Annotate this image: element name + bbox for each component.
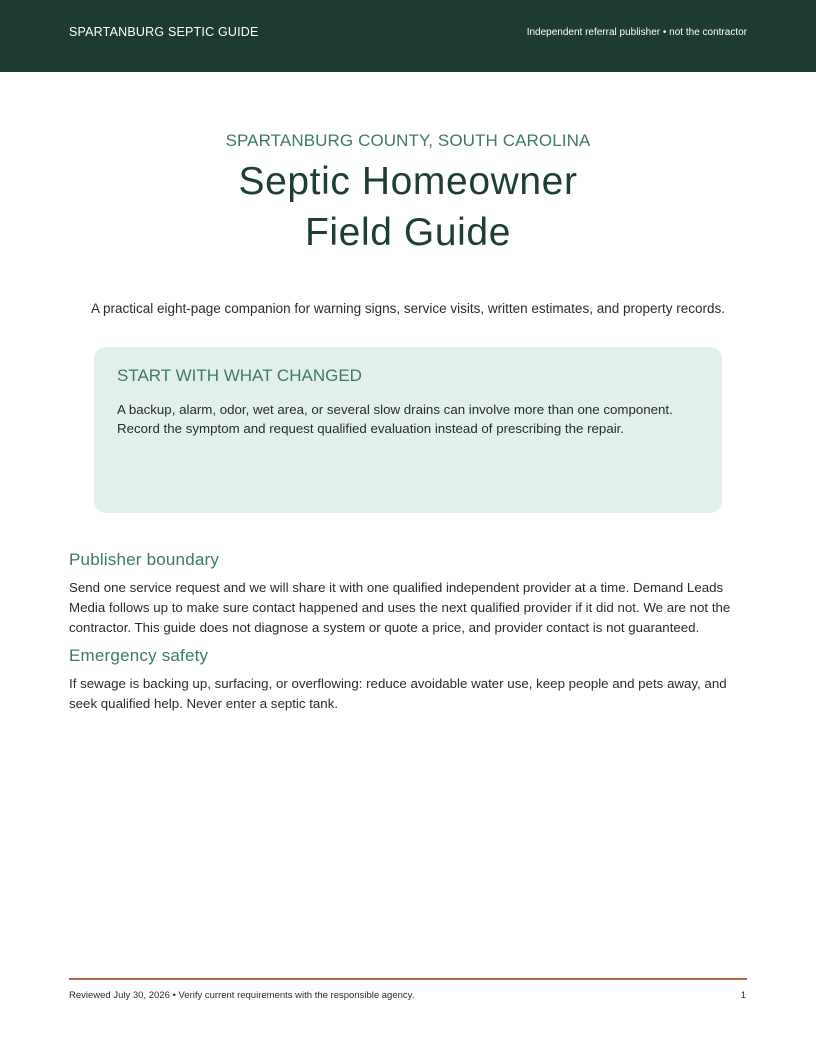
callout-body: A backup, alarm, odor, wet area, or several slow drains can involve more than one component. Record the symptom and request qualified evaluation instead of prescribing the repair. bbox=[117, 402, 673, 436]
site-brand: SPARTANBURG SEPTIC GUIDE bbox=[69, 25, 259, 39]
section-heading: Emergency safety bbox=[69, 646, 209, 665]
section-body: If sewage is backing up, surfacing, or overflowing: reduce avoidable water use, keep people and pets away, and seek qualified help. Never enter a septic tank. bbox=[69, 676, 727, 711]
section-emergency-safety bbox=[69, 646, 749, 714]
footer-divider bbox=[69, 978, 747, 980]
callout-box bbox=[94, 347, 722, 513]
page-number: 1 bbox=[740, 990, 746, 1001]
callout-heading: START WITH WHAT CHANGED bbox=[117, 366, 362, 385]
footer-review-note: Reviewed July 30, 2026 • Verify current requirements with the responsible agency. bbox=[69, 990, 415, 1001]
top-banner bbox=[0, 0, 816, 72]
title-line-2: Field Guide bbox=[304, 211, 512, 254]
page-title bbox=[0, 156, 816, 258]
section-body: Send one service request and we will share it with one qualified independent provider at a time. Demand Leads Media follows up to make sure contact happened and uses the next qualified provider if it did not. We are not the contractor. This guide does not diagnose a system or quote a price, and provider contact is not guaranteed. bbox=[69, 580, 731, 635]
section-publisher-boundary bbox=[69, 550, 749, 638]
publisher-disclaimer: Independent referral publisher • not the contractor bbox=[526, 27, 747, 38]
region-kicker: SPARTANBURG COUNTY, SOUTH CAROLINA bbox=[225, 131, 591, 150]
title-line-1: Septic Homeowner bbox=[238, 160, 578, 203]
guide-subtitle: A practical eight-page companion for warning signs, service visits, written estimates, and property records. bbox=[90, 301, 726, 316]
section-heading: Publisher boundary bbox=[69, 550, 220, 569]
